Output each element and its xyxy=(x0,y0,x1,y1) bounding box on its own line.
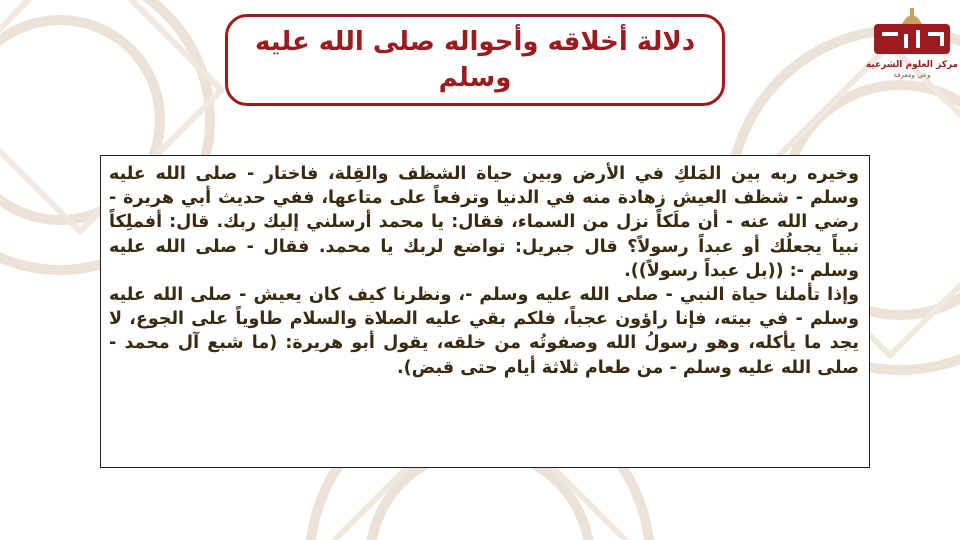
logo-mark-icon xyxy=(872,4,952,58)
title-box xyxy=(225,14,725,106)
content-text xyxy=(109,162,859,380)
paragraph-2: وإذا تأملنا حياة النبي - صلى الله عليه وسلم -، ونظرنا كيف كان يعيش - صلى الله عليه وسلم - في بيته، فإنا راؤون عجباً، فلكم بقي عليه الصلاة والسلام طاوياً على الجوع، لا يجد ما يأكله، وهو رسولُ الله وصفوتُه من خلقه، يقول أبو هريرة: (ما شبع آل محمد - صلى الله عليه وسلم - من طعام ثلاثة أيام حتى قبض). xyxy=(109,285,859,378)
content-box xyxy=(100,155,870,468)
logo xyxy=(865,4,959,96)
page-title-line-2: وسلم xyxy=(438,63,512,93)
logo-tagline: وعي ومعرفة xyxy=(893,71,931,79)
page-title-line-1: دلالة أخلاقه وأحواله صلى الله عليه xyxy=(254,27,696,57)
logo-name: مركز العلوم الشرعية xyxy=(865,60,959,70)
paragraph-1: وخيره ربه بين المَلكِ في الأرض وبين حياة الشظف والقِلة، فاختار - صلى الله عليه وسلم - شظف العيش زهادة منه في الدنيا وترفعاً على متاعها، ففي حديث أبي هريرة - رضي الله عنه - أن ملَكاً نزل من السماء، فقال: يا محمد أرسلني إليك ربك. قال: أفملِكاً نبياً يجعلُك أو عبداً رسولاً؟ قال جبريل: تواضع لربك يا محمد. فقال - صلى الله عليه وسلم -: ((بل عبداً رسولاً)). xyxy=(109,164,859,281)
